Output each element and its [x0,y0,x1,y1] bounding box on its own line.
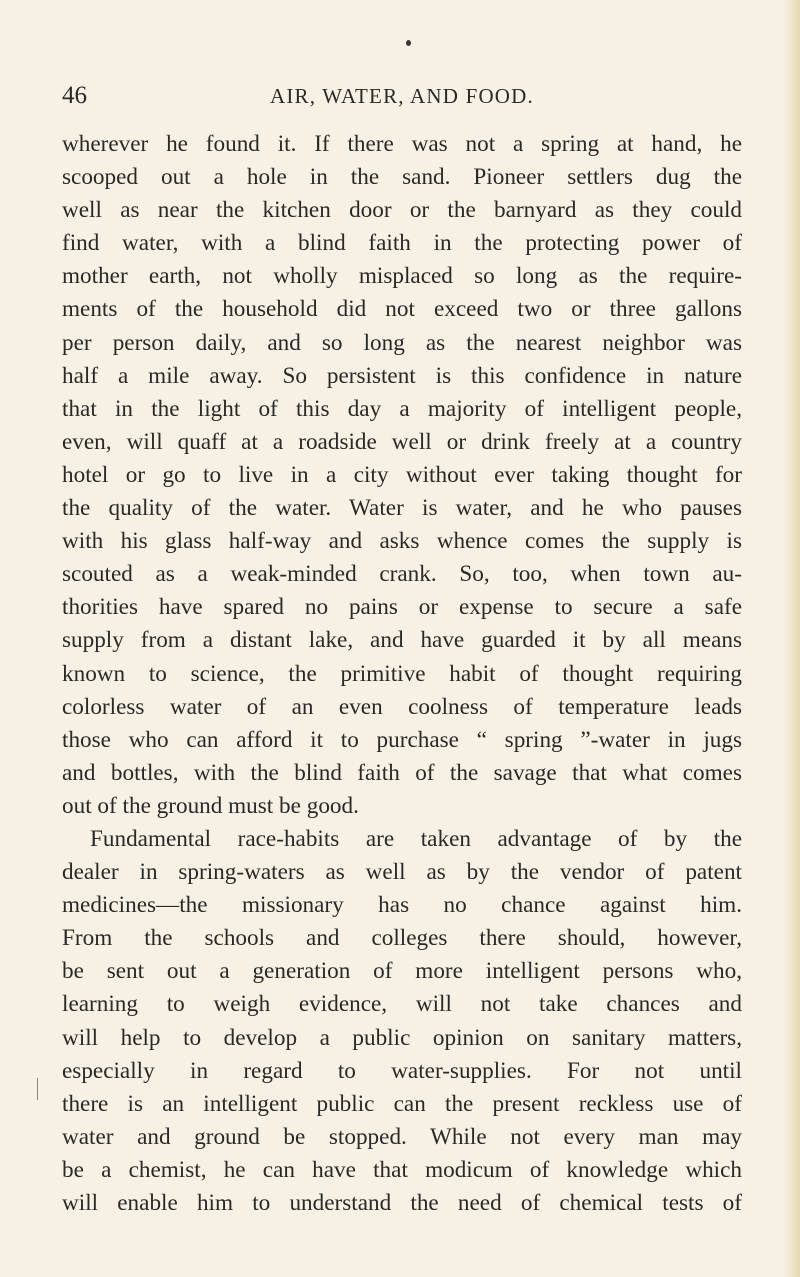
text-line: water and ground be stopped. While not every man may [62,1123,742,1150]
text-line: scooped out a hole in the sand. Pioneer settlers dug the [62,164,742,191]
ink-speck [406,40,411,46]
text-line: with his glass half-way and asks whence comes the supply is [62,528,742,555]
text-line: out of the ground must be good. [62,792,359,819]
text-line: the quality of the water. Water is water, and he who pauses [62,495,742,522]
text-line: and bottles, with the blind faith of the savage that what comes [62,759,742,786]
text-line: especially in regard to water-supplies. For not until [62,1057,742,1084]
text-line: supply from a distant lake, and have guarded it by all means [62,627,742,654]
text-line: well as near the kitchen door or the barnyard as they could [62,197,742,224]
text-line: ments of the household did not exceed two or three gallons [62,296,742,323]
text-line: colorless water of an even coolness of temperature leads [62,693,742,720]
running-title: AIR, WATER, AND FOOD. [270,84,534,108]
text-line: medicines—the missionary has no chance against him. [62,892,742,919]
text-line: that in the light of this day a majority of intelligent people, [62,395,742,422]
body-text [62,128,742,1220]
text-line: be sent out a generation of more intelligent persons who, [62,958,742,985]
text-line: per person daily, and so long as the nearest neighbor was [62,329,742,356]
text-line: will enable him to understand the need of chemical tests of [62,1190,742,1216]
page-edge-shadow [784,0,800,1277]
text-line: be a chemist, he can have that modicum of knowledge which [62,1156,742,1183]
text-line: mother earth, not wholly misplaced so long as the require- [62,263,742,290]
text-line: hotel or go to live in a city without ever taking thought for [62,461,742,488]
text-line: find water, with a blind faith in the protecting power of [62,230,742,257]
text-line: known to science, the primitive habit of thought requiring [62,660,742,687]
text-line: scouted as a weak-minded crank. So, too, when town au- [62,561,742,588]
text-line: even, will quaff at a roadside well or drink freely at a country [62,428,742,455]
text-line: those who can afford it to purchase “ spring ”-water in jugs [62,726,742,753]
text-line: half a mile away. So persistent is this confidence in nature [62,362,742,389]
text-line: dealer in spring-waters as well as by the vendor of patent [62,859,742,886]
margin-pencil-mark [37,1078,38,1100]
text-line: will help to develop a public opinion on sanitary matters, [62,1024,742,1051]
text-line: learning to weigh evidence, will not take chances and [62,991,742,1018]
page-number: 46 [62,82,87,109]
text-line: thorities have spared no pains or expense to secure a safe [62,594,742,621]
paragraph-start-line: Fundamental race-habits are taken advantage of by the [90,825,742,852]
running-head [62,80,742,112]
text-line: wherever he found it. If there was not a spring at hand, he [62,131,742,157]
text-line: From the schools and colleges there should, however, [62,925,742,952]
text-line: there is an intelligent public can the present reckless use of [62,1090,742,1117]
